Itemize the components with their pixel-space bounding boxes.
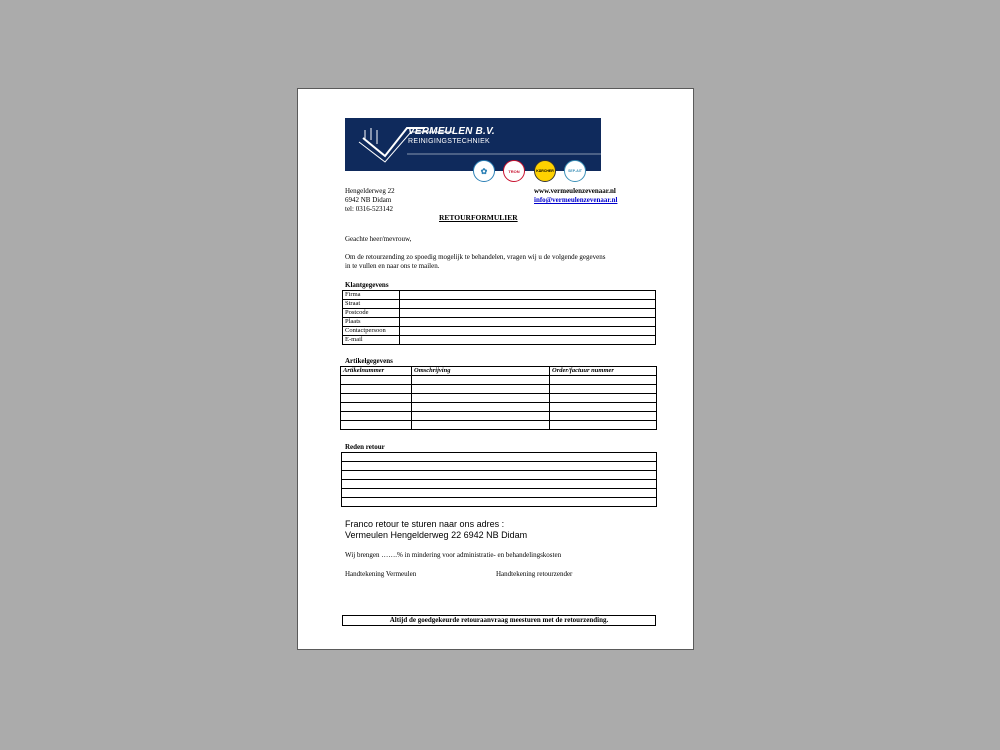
website-link[interactable]: www.vermeulenzevenaar.nl [534, 187, 616, 195]
email-link[interactable]: info@vermeulenzevenaar.nl [534, 196, 618, 204]
artikel-cell[interactable] [341, 394, 412, 403]
reden-retour-heading: Reden retour [345, 443, 385, 451]
order-cell[interactable] [550, 403, 657, 412]
reason-table [341, 452, 657, 507]
table-row [341, 376, 657, 385]
reason-line[interactable] [342, 453, 657, 462]
field-label: Contactpersoon [343, 327, 400, 336]
badge-1-label: ✿ [480, 166, 488, 176]
address-line1: Hengelderweg 22 [345, 187, 395, 195]
franco-line1: Franco retour te sturen naar ons adres : [345, 519, 505, 529]
table-row [341, 394, 657, 403]
document-title: RETOURFORMULIER [439, 213, 518, 222]
sep-ait-badge-icon [564, 160, 586, 182]
intro-line2: in te vullen en naar ons te mailen. [345, 262, 440, 270]
document-page [297, 88, 694, 650]
col-omschrijving: Omschrijving [412, 367, 550, 376]
phone-number: tel: 0316-523142 [345, 205, 394, 213]
table-row [343, 327, 656, 336]
table-row [341, 403, 657, 412]
customer-straat-input[interactable] [400, 300, 656, 309]
field-label: Plaats [343, 318, 400, 327]
brand-badge-icon [473, 160, 495, 182]
table-row [341, 385, 657, 394]
tron-badge-icon [503, 160, 525, 182]
table-row [342, 480, 657, 489]
klantgegevens-heading: Klantgegevens [345, 281, 389, 289]
table-row [342, 462, 657, 471]
reason-line[interactable] [342, 462, 657, 471]
signature-sender-label: Handtekening retourzender [496, 570, 573, 578]
omschrijving-cell[interactable] [412, 403, 550, 412]
signature-vermeulen-label: Handtekening Vermeulen [345, 570, 417, 578]
omschrijving-cell[interactable] [412, 412, 550, 421]
omschrijving-cell[interactable] [412, 376, 550, 385]
table-row [343, 291, 656, 300]
logo-title: VERMEULEN B.V. [408, 126, 495, 137]
customer-table [342, 290, 656, 345]
artikel-cell[interactable] [341, 376, 412, 385]
karcher-badge-icon [534, 160, 556, 182]
order-cell[interactable] [550, 385, 657, 394]
badge-3-label: KÄRCHER [536, 169, 554, 173]
customer-firma-input[interactable] [400, 291, 656, 300]
field-label: Postcode [343, 309, 400, 318]
table-row [343, 336, 656, 345]
field-label: Straat [343, 300, 400, 309]
badge-4-label: SEP-AIT [568, 169, 582, 173]
omschrijving-cell[interactable] [412, 421, 550, 430]
artikel-cell[interactable] [341, 403, 412, 412]
field-label: E-mail [343, 336, 400, 345]
field-label: Firma [343, 291, 400, 300]
article-table [340, 366, 657, 430]
col-order-factuur: Order/factuur nummer [550, 367, 657, 376]
omschrijving-cell[interactable] [412, 394, 550, 403]
table-row [342, 471, 657, 480]
table-row [343, 300, 656, 309]
logo-subtitle: REINIGINGSTECHNIEK [408, 138, 491, 145]
col-artikelnummer: Artikelnummer [341, 367, 412, 376]
deduction-text: Wij brengen …….% in mindering voor administratie- en behandelingskosten [345, 551, 562, 559]
reason-line[interactable] [342, 498, 657, 507]
table-row [342, 453, 657, 462]
salutation: Geachte heer/mevrouw, [345, 235, 412, 243]
table-row [341, 421, 657, 430]
order-cell[interactable] [550, 421, 657, 430]
reason-line[interactable] [342, 480, 657, 489]
intro-line1: Om de retourzending zo spoedig mogelijk te behandelen, vragen wij u de volgende gegevens [345, 253, 606, 261]
badge-2-label: TRON [508, 168, 520, 174]
customer-contact-input[interactable] [400, 327, 656, 336]
order-cell[interactable] [550, 376, 657, 385]
table-header-row [341, 367, 657, 376]
franco-line2: Vermeulen Hengelderweg 22 6942 NB Didam [345, 530, 528, 540]
artikel-cell[interactable] [341, 421, 412, 430]
artikel-cell[interactable] [341, 385, 412, 394]
footer-notice: Altijd de goedgekeurde retouraanvraag meesturen met de retourzending. [342, 615, 656, 626]
order-cell[interactable] [550, 394, 657, 403]
order-cell[interactable] [550, 412, 657, 421]
omschrijving-cell[interactable] [412, 385, 550, 394]
artikel-cell[interactable] [341, 412, 412, 421]
table-row [343, 318, 656, 327]
customer-plaats-input[interactable] [400, 318, 656, 327]
customer-postcode-input[interactable] [400, 309, 656, 318]
address-line2: 6942 NB Didam [345, 196, 392, 204]
reason-line[interactable] [342, 489, 657, 498]
table-row [341, 412, 657, 421]
table-row [342, 489, 657, 498]
table-row [343, 309, 656, 318]
table-row [342, 498, 657, 507]
reason-line[interactable] [342, 471, 657, 480]
artikelgegevens-heading: Artikelgegevens [345, 357, 393, 365]
customer-email-input[interactable] [400, 336, 656, 345]
